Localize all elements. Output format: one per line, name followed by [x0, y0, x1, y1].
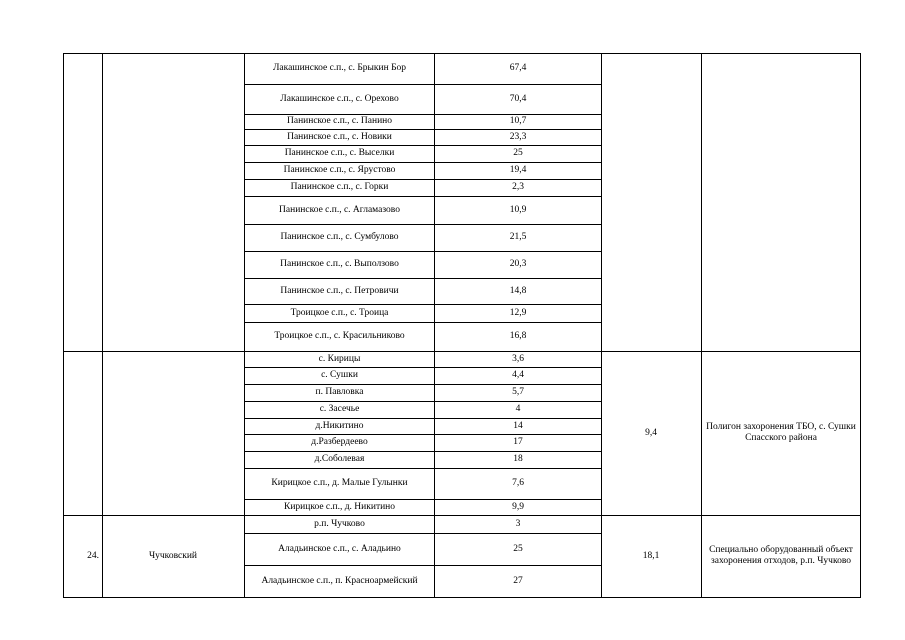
- table-cell-place: Панинское с.п., с. Петровичи: [280, 285, 399, 296]
- group-avg-distance: 9,4: [645, 427, 657, 438]
- table-cell-distance: 5,7: [512, 387, 524, 397]
- grid-line-vertical: [701, 53, 702, 598]
- table-cell-distance: 14,8: [509, 285, 527, 296]
- table-cell-place: Панинское с.п., с. Агламазово: [279, 204, 400, 215]
- table-cell-distance: 3,6: [512, 353, 524, 364]
- table-cell-place: Аладьинское с.п., п. Красноармейский: [261, 575, 418, 586]
- table-cell-distance: 2,3: [512, 182, 524, 192]
- table-cell-place: Панинское с.п., с. Панино: [287, 116, 392, 126]
- table-cell-place: Кирицкое с.п., д. Никитино: [283, 501, 396, 512]
- grid-line-horizontal: [63, 597, 861, 598]
- group-facility: Полигон захоронения ТБО, с. Сушки Спасского района: [706, 422, 856, 443]
- table-cell-distance: 12,9: [509, 307, 527, 318]
- table-cell-place: д.Соболевая: [314, 454, 365, 464]
- table-cell-distance: 10,9: [509, 204, 527, 215]
- table-cell-distance: 21,5: [509, 232, 527, 242]
- table-cell-distance: 16,8: [509, 331, 527, 341]
- table-cell-place: с. Сушки: [321, 370, 358, 380]
- group-facility: Специально оборудованный объект захоронения отходов, р.п. Чучково: [709, 545, 853, 566]
- table-cell-distance: 67,4: [509, 63, 527, 73]
- table-cell-place: Панинское с.п., с. Сумбулово: [280, 232, 399, 242]
- table-cell-distance: 4: [515, 404, 521, 414]
- table-cell-place: Троицкое с.п., с. Красильниково: [274, 331, 405, 341]
- table-cell-place: с. Кирицы: [318, 353, 361, 364]
- table-cell-distance: 23,3: [509, 131, 527, 142]
- table-cell-distance: 70,4: [509, 93, 527, 104]
- table-cell-distance: 19,4: [509, 165, 527, 175]
- table-cell-place: Аладьинское с.п., с. Аладьино: [278, 543, 401, 554]
- district-name: Чучковский: [148, 550, 197, 561]
- table-cell-place: Панинское с.п., с. Горки: [290, 182, 389, 192]
- table-cell-distance: 27: [513, 575, 523, 586]
- table-cell-distance: 14: [513, 420, 523, 431]
- table-cell-place: Троицкое с.п., с. Троица: [290, 307, 389, 318]
- table-cell-distance: 20,3: [509, 259, 527, 269]
- table-cell-distance: 25: [513, 148, 523, 158]
- table-cell-distance: 3: [515, 518, 521, 529]
- table-cell-distance: 18: [513, 454, 523, 464]
- table-cell-distance: 17: [513, 437, 523, 447]
- table-cell-distance: 25: [513, 543, 523, 554]
- table-cell-distance: 4,4: [512, 370, 524, 380]
- table-cell-place: Лакашинское с.п., с. Орехово: [280, 93, 399, 104]
- row-number: 24.: [87, 550, 99, 561]
- grid-line-vertical: [860, 53, 861, 598]
- table-cell-place: д.Разбердеево: [311, 437, 368, 447]
- table-cell-place: с. Засечье: [319, 404, 360, 414]
- table-cell-place: р.п. Чучково: [314, 518, 365, 529]
- table-cell-place: Кирицкое с.п., д. Малые Гулынки: [271, 478, 408, 488]
- table-cell-distance: 10,7: [509, 116, 527, 126]
- table-cell-place: Панинское с.п., с. Выползово: [280, 259, 399, 269]
- table-cell-place: Панинское с.п., с. Ярустово: [283, 165, 396, 175]
- table-cell-place: д.Никитино: [315, 420, 364, 431]
- table-cell-distance: 7,6: [512, 478, 524, 488]
- table-cell-place: п. Павловка: [315, 387, 364, 397]
- table-cell-place: Панинское с.п., с. Выселки: [284, 148, 395, 158]
- table-cell-distance: 9,9: [512, 501, 524, 512]
- group-avg-distance: 18,1: [642, 550, 660, 561]
- table-cell-place: Панинское с.п., с. Новики: [287, 131, 392, 142]
- table-cell-place: Лакашинское с.п., с. Брыкин Бор: [272, 63, 407, 73]
